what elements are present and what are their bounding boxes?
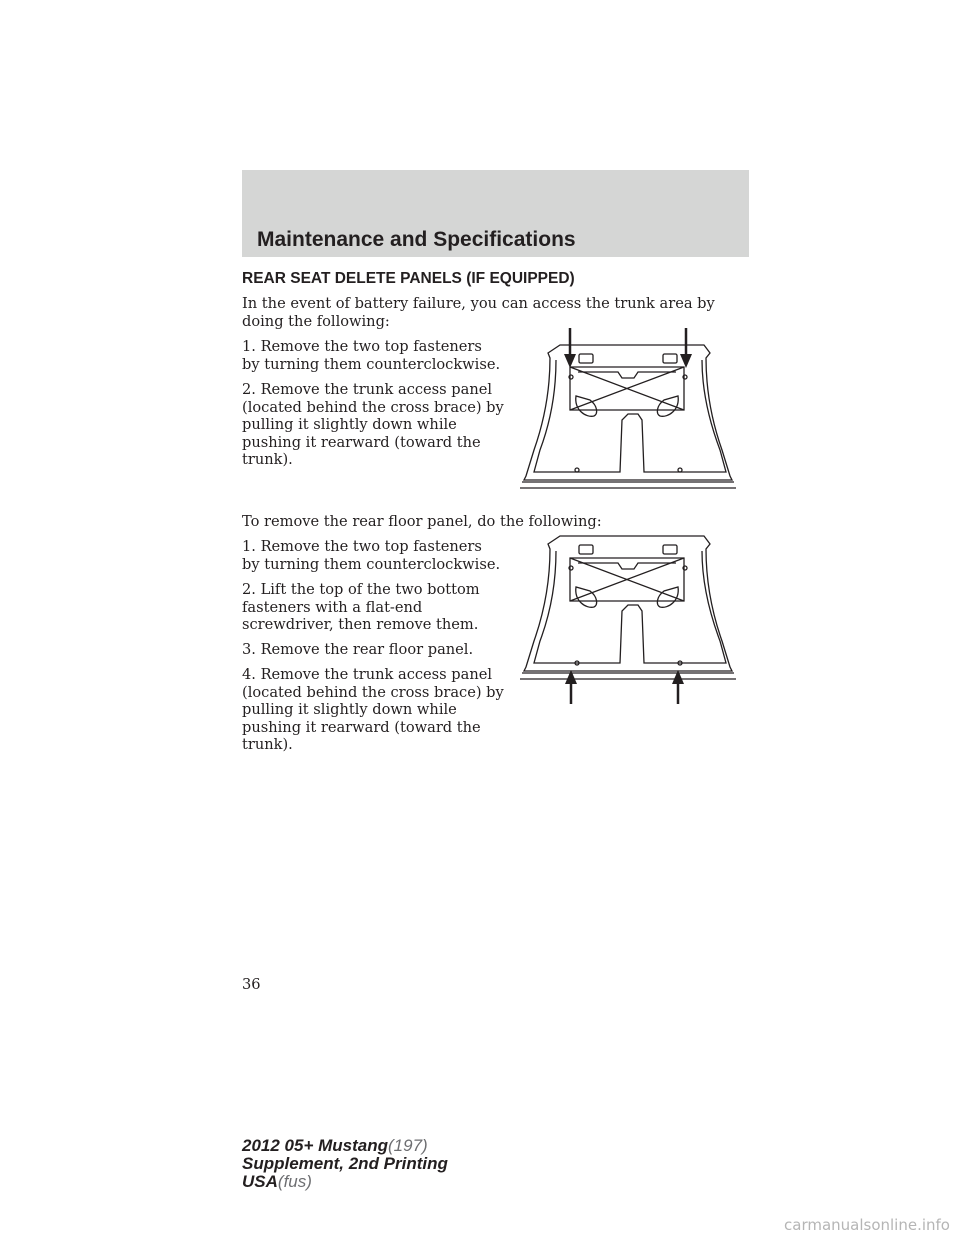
up-arrow-icon [565,670,684,704]
step-b-1: 1. Remove the two top fasteners by turning them counterclockwise. [242,538,501,573]
step-b-3: 3. Remove the rear floor panel. [242,641,474,658]
step-a-1: 1. Remove the two top fasteners by turning them counterclockwise. [242,338,501,373]
publication-footer [242,1137,448,1191]
footer-market: USA [242,1172,278,1191]
panel-diagram-bottom-fasteners [518,530,748,706]
footer-line-3 [242,1173,448,1191]
footer-model-code: (197) [388,1136,428,1155]
footer-line-1 [242,1137,448,1155]
step-a-2: 2. Remove the trunk access panel (located behind the cross brace) by pulling it slightly down while pushing it rearward (toward the trunk). [242,381,504,468]
floor-panel-intro: To remove the rear floor panel, do the following: [242,513,602,530]
footer-market-code: (fus) [277,1172,312,1191]
trunk-panel-outline [520,536,736,679]
down-arrow-icon [564,328,692,368]
step-b-2: 2. Lift the top of the two bottom fasteners with a flat-end screwdriver, then remove them. [242,581,480,633]
section-title: REAR SEAT DELETE PANELS (IF EQUIPPED) [242,270,575,287]
watermark-link[interactable]: carmanualsonline.info [784,1216,950,1234]
panel-diagram-top-fasteners [518,326,748,494]
intro-paragraph: In the event of battery failure, you can access the trunk area by doing the following: [242,295,715,330]
footer-line-2: Supplement, 2nd Printing [242,1154,448,1173]
page-number: 36 [242,976,261,993]
step-b-4: 4. Remove the trunk access panel (located behind the cross brace) by pulling it slightly down while pushing it rearward (toward the trunk). [242,666,504,753]
trunk-panel-outline [520,345,736,488]
footer-model: 2012 05+ Mustang [242,1136,388,1155]
page-header-title: Maintenance and Specifications [257,228,576,251]
